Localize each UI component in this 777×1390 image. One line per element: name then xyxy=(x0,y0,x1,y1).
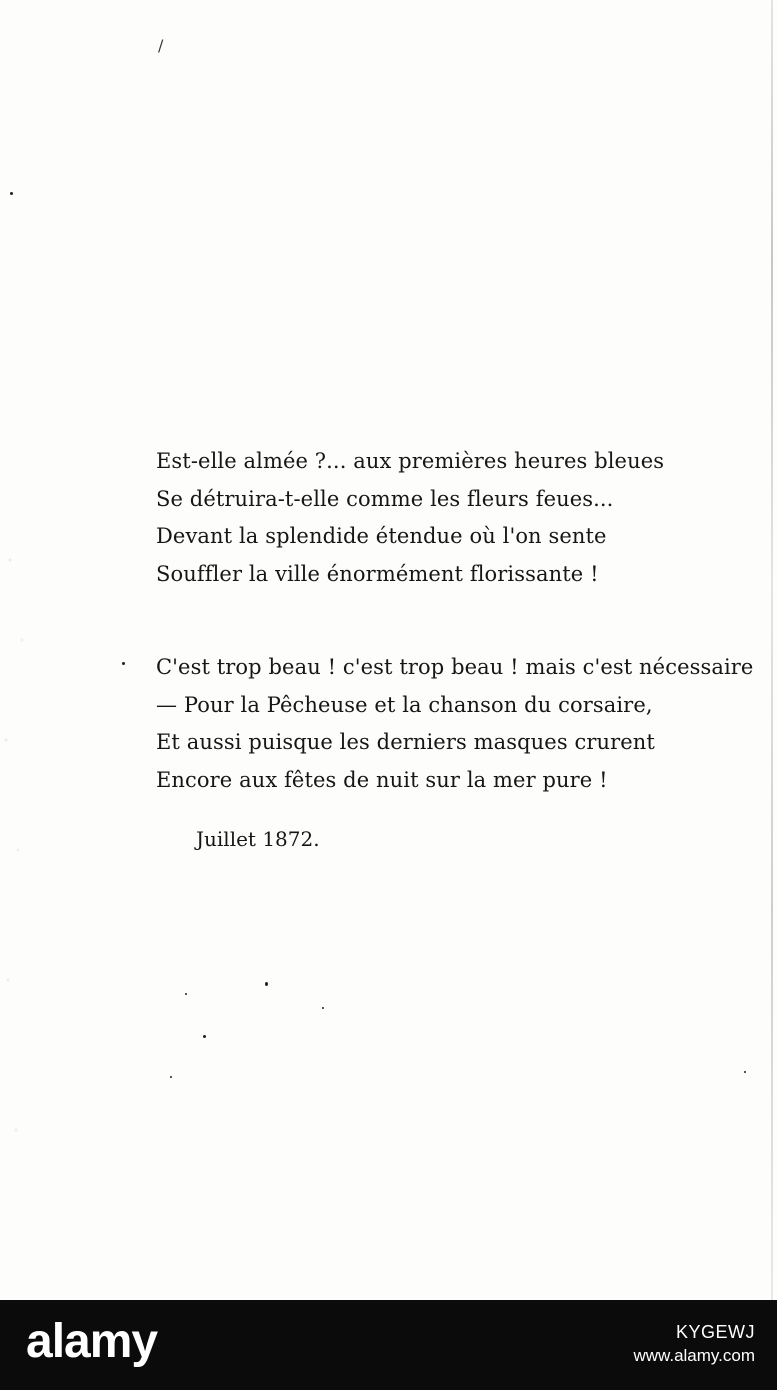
poem xyxy=(156,443,776,799)
poem-line: Se détruira-t-elle comme les fleurs feues... xyxy=(156,486,614,511)
ink-speck xyxy=(170,1076,172,1078)
ink-speck xyxy=(10,192,13,195)
image-id: KYGEWJ xyxy=(675,1322,755,1342)
poem-line: C'est trop beau ! c'est trop beau ! mais c'est nécessaire xyxy=(156,655,754,679)
image-meta xyxy=(633,1320,755,1368)
scan-noise xyxy=(0,520,40,1300)
poem-line: Souffler la ville énormément florissante ! xyxy=(156,561,599,586)
brand-logo: alamy xyxy=(26,1315,158,1368)
poem-line: Devant la splendide étendue où l'on sente xyxy=(156,524,607,548)
poem-line: Et aussi puisque les derniers masques crurent xyxy=(156,730,655,754)
ink-speck xyxy=(322,1007,324,1009)
watermark-banner xyxy=(0,1300,777,1390)
ink-speck xyxy=(265,982,268,986)
site-url: www.alamy.com xyxy=(633,1346,755,1365)
poem-line: — Pour la Pêcheuse et la chanson du corsaire, xyxy=(156,692,653,717)
poem-line: Encore aux fêtes de nuit sur la mer pure ! xyxy=(156,767,608,792)
poem-line: Est-elle almée ?... aux premières heures bleues xyxy=(156,449,665,473)
ink-speck xyxy=(744,1071,746,1073)
ink-speck xyxy=(203,1035,206,1038)
page-mark: / xyxy=(158,36,164,55)
ink-speck xyxy=(185,993,187,995)
stanza-gap xyxy=(156,593,776,649)
poem-date: Juillet 1872. xyxy=(196,827,320,851)
ink-speck xyxy=(122,662,125,665)
